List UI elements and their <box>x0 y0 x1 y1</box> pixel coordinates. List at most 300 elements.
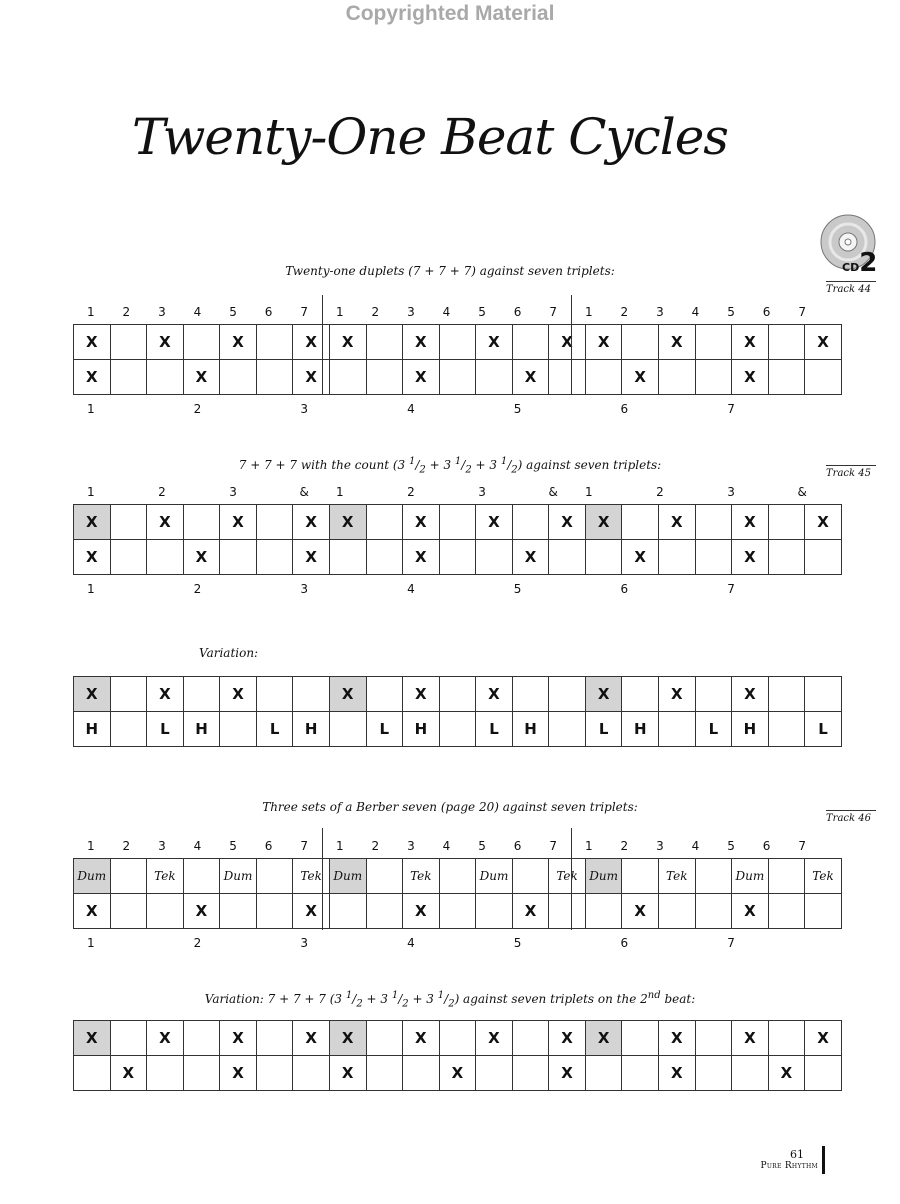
grid-cell: X <box>74 894 111 929</box>
grid-cell: X <box>585 1021 622 1056</box>
grid-cell <box>256 360 293 395</box>
grid-cell: X <box>329 1056 366 1091</box>
page-number: 61 <box>790 1148 804 1161</box>
grid-cell <box>329 712 366 747</box>
grid-cell: X <box>732 325 769 360</box>
count-label: 6 <box>762 839 771 853</box>
grid-cell: X <box>293 1021 330 1056</box>
grid-cell: X <box>659 677 696 712</box>
count-label: 7 <box>798 839 807 853</box>
grid-cell <box>439 505 476 540</box>
grid-cell <box>366 1021 403 1056</box>
grid-cell: X <box>403 1021 440 1056</box>
grid-cell: X <box>732 540 769 575</box>
grid-cell <box>366 360 403 395</box>
grid-cell <box>512 505 549 540</box>
caption-berber: Three sets of a Berber seven (page 20) against seven triplets: <box>262 800 638 814</box>
count-label: 6 <box>762 305 771 319</box>
grid-cell <box>512 859 549 894</box>
grid-cell <box>110 859 147 894</box>
grid-row <box>74 1056 842 1091</box>
grid-cell: X <box>512 360 549 395</box>
grid-cell: X <box>659 325 696 360</box>
grid-cell <box>659 712 696 747</box>
grid-cell <box>549 712 586 747</box>
page-title: Twenty-One Beat Cycles <box>132 108 728 166</box>
grid-cell <box>110 325 147 360</box>
grid-cell <box>512 1056 549 1091</box>
count-label: 2 <box>620 305 629 319</box>
grid-cell <box>366 677 403 712</box>
grid-cell <box>439 540 476 575</box>
grid-cell <box>220 360 257 395</box>
grid-cell <box>805 677 842 712</box>
grid-cell: L <box>585 712 622 747</box>
grid-cell: L <box>256 712 293 747</box>
count-label: 2 <box>620 839 629 853</box>
copyright-watermark: Copyrighted Material <box>345 2 555 25</box>
grid-cell <box>768 540 805 575</box>
grid-cell <box>256 540 293 575</box>
grid-cell: X <box>329 325 366 360</box>
grid-cell <box>110 677 147 712</box>
grid-cell: X <box>403 360 440 395</box>
grid-cell: X <box>585 677 622 712</box>
triplet-count-label: 1 <box>86 402 95 416</box>
grid-cell: X <box>549 1021 586 1056</box>
count-label: 1 <box>86 305 95 319</box>
triplet-count-label: 6 <box>620 402 629 416</box>
grid-cell <box>110 540 147 575</box>
triplet-count-label: 2 <box>193 936 202 950</box>
rhythm-grid <box>73 1020 842 1091</box>
triplet-count-label: 6 <box>620 936 629 950</box>
bottom-counts <box>73 935 820 951</box>
grid-cell: X <box>768 1056 805 1091</box>
triplet-count-label: 4 <box>407 402 415 416</box>
grid-row <box>74 505 842 540</box>
grid-cell <box>512 325 549 360</box>
grid-cell: X <box>659 1021 696 1056</box>
grid-cell: X <box>220 677 257 712</box>
caption-variation: Variation: <box>199 646 259 660</box>
grid-cell: Tek <box>805 859 842 894</box>
cd-prefix: CD <box>842 261 860 274</box>
grid-cell <box>695 859 732 894</box>
book-title: Pure Rhythm <box>760 1161 818 1171</box>
count-label: 1 <box>584 485 593 499</box>
grid-cell: X <box>585 505 622 540</box>
grid-cell <box>110 712 147 747</box>
count-label: & <box>797 485 807 499</box>
grid-cell: H <box>732 712 769 747</box>
grid-cell: X <box>74 505 111 540</box>
grid-cell: Dum <box>585 859 622 894</box>
grid-cell <box>220 540 257 575</box>
count-label: 6 <box>264 839 273 853</box>
count-label: 4 <box>691 839 700 853</box>
grid-cell <box>622 1056 659 1091</box>
caption-count: 7 + 7 + 7 with the count (3 $^1/_2 + 3$ $^1/_2 + 3$ $^1/_2$) against seven triplets: <box>238 456 662 476</box>
count-label: 5 <box>478 305 486 319</box>
grid-cell <box>512 677 549 712</box>
grid-cell <box>622 1021 659 1056</box>
grid-cell <box>439 677 476 712</box>
grid-cell <box>403 1056 440 1091</box>
grid-cell <box>768 894 805 929</box>
grid-cell <box>659 360 696 395</box>
grid-cell <box>695 540 732 575</box>
grid-cell: Tek <box>293 859 330 894</box>
grid-cell <box>183 1056 220 1091</box>
grid-cell <box>476 1056 513 1091</box>
triplet-count-label: 3 <box>300 402 309 416</box>
grid-cell: Tek <box>147 859 184 894</box>
grid-cell: X <box>732 1021 769 1056</box>
grid-cell: X <box>476 325 513 360</box>
cycle-divider <box>322 828 323 930</box>
count-label: 2 <box>122 839 131 853</box>
grid-cell <box>622 505 659 540</box>
grid-cell: X <box>74 540 111 575</box>
count-label: & <box>299 485 309 499</box>
caption-variation-second-beat: Variation: 7 + 7 + 7 (3 $^1/_2 + 3$ $^1/_2 + 3$ $^1/_2$) against seven triplets on the 2nd beat: <box>204 990 696 1010</box>
triplet-count-label: 5 <box>513 936 522 950</box>
grid-cell: X <box>476 677 513 712</box>
bottom-counts <box>73 581 820 597</box>
grid-cell <box>147 540 184 575</box>
grid-cell <box>768 325 805 360</box>
grid-row <box>74 325 842 360</box>
grid-cell <box>476 360 513 395</box>
triplet-count-label: 4 <box>407 582 415 596</box>
grid-cell <box>585 894 622 929</box>
grid-cell: Dum <box>74 859 111 894</box>
grid-cell: X <box>549 505 586 540</box>
rhythm-grid <box>73 676 842 747</box>
triplet-count-label: 7 <box>727 402 735 416</box>
grid-cell: X <box>403 505 440 540</box>
grid-cell <box>439 859 476 894</box>
grid-cell <box>549 677 586 712</box>
grid-cell <box>147 894 184 929</box>
grid-cell: L <box>695 712 732 747</box>
triplet-count-label: 5 <box>513 402 522 416</box>
grid-cell: X <box>403 540 440 575</box>
count-label: 3 <box>158 305 166 319</box>
grid-cell <box>220 712 257 747</box>
grid-cell: X <box>512 540 549 575</box>
top-counts <box>73 484 820 500</box>
grid-cell: X <box>183 894 220 929</box>
grid-cell <box>183 1021 220 1056</box>
grid-cell: X <box>622 360 659 395</box>
grid-cell: L <box>147 712 184 747</box>
footer-bar <box>822 1146 825 1174</box>
grid-cell: X <box>293 360 330 395</box>
grid-cell <box>256 859 293 894</box>
grid-cell: X <box>805 325 842 360</box>
triplet-count-label: 2 <box>193 402 202 416</box>
count-label: 3 <box>407 305 415 319</box>
grid-cell: X <box>659 1056 696 1091</box>
grid-cell <box>293 1056 330 1091</box>
grid-cell: X <box>329 677 366 712</box>
grid-cell: X <box>403 894 440 929</box>
grid-cell <box>622 325 659 360</box>
grid-cell: X <box>659 505 696 540</box>
grid-cell <box>183 677 220 712</box>
triplet-count-label: 1 <box>86 936 95 950</box>
rhythm-grid <box>73 324 842 395</box>
grid-cell <box>329 540 366 575</box>
count-label: 3 <box>656 305 664 319</box>
count-label: 1 <box>584 305 593 319</box>
grid-cell: L <box>366 712 403 747</box>
grid-cell: X <box>403 325 440 360</box>
grid-cell <box>439 325 476 360</box>
cycle-divider <box>322 295 323 395</box>
count-label: 4 <box>442 839 451 853</box>
grid-cell <box>256 325 293 360</box>
grid-row <box>74 859 842 894</box>
count-label: 7 <box>798 305 807 319</box>
triplet-count-label: 7 <box>727 936 735 950</box>
count-label: 2 <box>371 839 380 853</box>
grid-cell <box>366 859 403 894</box>
rhythm-grid <box>73 504 842 575</box>
count-label: 1 <box>335 485 344 499</box>
grid-cell <box>147 360 184 395</box>
count-label: 7 <box>549 305 558 319</box>
grid-row <box>74 677 842 712</box>
grid-cell: X <box>74 360 111 395</box>
grid-cell <box>476 540 513 575</box>
grid-cell <box>622 677 659 712</box>
grid-cell <box>110 505 147 540</box>
grid-cell <box>293 677 330 712</box>
count-label: 3 <box>158 839 166 853</box>
grid-cell <box>768 859 805 894</box>
grid-cell: Dum <box>476 859 513 894</box>
triplet-count-label: 3 <box>300 936 309 950</box>
grid-cell <box>768 505 805 540</box>
count-label: 3 <box>229 485 237 499</box>
track-46-label: Track 46 <box>826 810 876 824</box>
grid-cell <box>805 540 842 575</box>
count-label: 4 <box>193 839 202 853</box>
grid-cell <box>585 540 622 575</box>
grid-cell <box>110 1021 147 1056</box>
grid-cell: X <box>183 360 220 395</box>
grid-cell: Tek <box>549 859 586 894</box>
grid-cell: X <box>110 1056 147 1091</box>
grid-cell: X <box>147 325 184 360</box>
grid-cell <box>695 894 732 929</box>
count-label: 5 <box>478 839 486 853</box>
grid-cell: X <box>329 1021 366 1056</box>
count-label: & <box>548 485 558 499</box>
grid-cell: X <box>549 1056 586 1091</box>
grid-cell: X <box>147 1021 184 1056</box>
grid-cell: X <box>74 325 111 360</box>
cycle-divider <box>571 828 572 930</box>
count-label: 2 <box>158 485 166 499</box>
grid-cell: H <box>183 712 220 747</box>
grid-row <box>74 1021 842 1056</box>
grid-cell <box>659 894 696 929</box>
grid-cell <box>695 325 732 360</box>
count-label: 7 <box>549 839 558 853</box>
grid-cell <box>366 1056 403 1091</box>
track-44-label: Track 44 <box>826 281 876 295</box>
triplet-count-label: 1 <box>86 582 95 596</box>
triplet-count-label: 6 <box>620 582 629 596</box>
count-label: 6 <box>264 305 273 319</box>
cd-number: 2 <box>859 248 878 278</box>
grid-cell: Dum <box>220 859 257 894</box>
count-label: 4 <box>193 305 202 319</box>
grid-cell: X <box>732 677 769 712</box>
grid-cell <box>659 540 696 575</box>
grid-cell: X <box>293 540 330 575</box>
count-label: 5 <box>229 839 237 853</box>
count-label: 3 <box>727 485 735 499</box>
grid-cell <box>695 1021 732 1056</box>
grid-row <box>74 360 842 395</box>
grid-cell: X <box>585 325 622 360</box>
count-label: 5 <box>727 839 735 853</box>
grid-cell <box>366 505 403 540</box>
cycle-divider <box>571 295 572 395</box>
grid-cell <box>512 1021 549 1056</box>
count-label: 3 <box>478 485 486 499</box>
count-label: 6 <box>513 305 522 319</box>
grid-cell <box>549 894 586 929</box>
grid-cell: X <box>622 894 659 929</box>
grid-cell: X <box>293 505 330 540</box>
track-45-label: Track 45 <box>826 465 876 479</box>
triplet-count-label: 5 <box>513 582 522 596</box>
grid-cell <box>695 677 732 712</box>
grid-cell <box>805 1056 842 1091</box>
count-label: 2 <box>407 485 415 499</box>
grid-cell: X <box>476 1021 513 1056</box>
grid-cell <box>805 894 842 929</box>
count-label: 7 <box>300 305 309 319</box>
count-label: 6 <box>513 839 522 853</box>
grid-cell: Dum <box>329 859 366 894</box>
grid-cell <box>183 325 220 360</box>
grid-cell: H <box>74 712 111 747</box>
grid-cell <box>74 1056 111 1091</box>
grid-cell <box>439 360 476 395</box>
bottom-counts <box>73 401 820 417</box>
grid-cell <box>366 325 403 360</box>
triplet-count-label: 3 <box>300 582 309 596</box>
grid-cell: X <box>147 505 184 540</box>
grid-cell: X <box>183 540 220 575</box>
count-label: 1 <box>86 485 95 499</box>
count-label: 4 <box>691 305 700 319</box>
grid-cell <box>183 505 220 540</box>
grid-cell <box>439 1021 476 1056</box>
grid-cell: X <box>220 1021 257 1056</box>
count-label: 5 <box>229 305 237 319</box>
grid-cell: H <box>622 712 659 747</box>
grid-cell: X <box>293 894 330 929</box>
count-label: 1 <box>86 839 95 853</box>
grid-cell <box>439 894 476 929</box>
grid-cell: X <box>512 894 549 929</box>
count-label: 4 <box>442 305 451 319</box>
grid-cell: X <box>622 540 659 575</box>
grid-cell: Dum <box>732 859 769 894</box>
grid-cell: L <box>476 712 513 747</box>
grid-cell: X <box>220 505 257 540</box>
grid-cell <box>256 894 293 929</box>
count-label: 1 <box>335 839 344 853</box>
grid-cell <box>220 894 257 929</box>
count-label: 1 <box>335 305 344 319</box>
grid-cell <box>183 859 220 894</box>
grid-cell: X <box>147 677 184 712</box>
top-counts <box>73 304 820 320</box>
grid-cell: H <box>403 712 440 747</box>
count-label: 2 <box>371 305 380 319</box>
grid-cell <box>768 712 805 747</box>
grid-cell: X <box>805 505 842 540</box>
grid-cell <box>110 894 147 929</box>
grid-cell: X <box>403 677 440 712</box>
grid-cell <box>439 712 476 747</box>
grid-cell <box>695 1056 732 1091</box>
grid-cell <box>768 360 805 395</box>
count-label: 2 <box>122 305 131 319</box>
grid-cell: Tek <box>403 859 440 894</box>
grid-cell <box>329 360 366 395</box>
triplet-count-label: 2 <box>193 582 202 596</box>
count-label: 7 <box>300 839 309 853</box>
grid-cell <box>585 1056 622 1091</box>
grid-cell <box>476 894 513 929</box>
grid-cell <box>366 540 403 575</box>
grid-cell <box>256 677 293 712</box>
count-label: 3 <box>407 839 415 853</box>
grid-cell: L <box>805 712 842 747</box>
grid-cell <box>256 1021 293 1056</box>
triplet-count-label: 4 <box>407 936 415 950</box>
grid-cell <box>768 1021 805 1056</box>
grid-cell: X <box>74 1021 111 1056</box>
grid-cell <box>805 360 842 395</box>
grid-cell <box>256 505 293 540</box>
caption-duplets: Twenty-one duplets (7 + 7 + 7) against seven triplets: <box>285 264 615 278</box>
grid-cell: X <box>220 1056 257 1091</box>
triplet-count-label: 7 <box>727 582 735 596</box>
grid-cell <box>147 1056 184 1091</box>
grid-cell <box>768 677 805 712</box>
grid-cell <box>549 540 586 575</box>
grid-row <box>74 540 842 575</box>
count-label: 3 <box>656 839 664 853</box>
rhythm-grid <box>73 858 842 929</box>
grid-cell: X <box>549 325 586 360</box>
grid-cell <box>622 859 659 894</box>
grid-cell <box>366 894 403 929</box>
grid-cell: X <box>805 1021 842 1056</box>
grid-cell <box>110 360 147 395</box>
